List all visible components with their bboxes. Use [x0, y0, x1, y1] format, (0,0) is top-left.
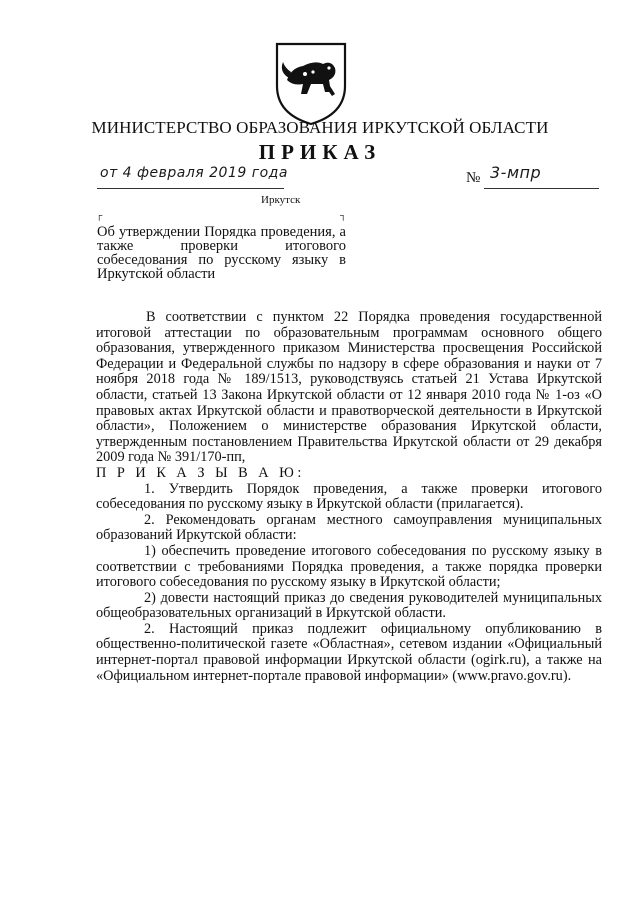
- coat-of-arms-emblem: [271, 38, 351, 126]
- ministry-name: МИНИСТЕРСТВО ОБРАЗОВАНИЯ ИРКУТСКОЙ ОБЛАСТИ: [91, 118, 549, 137]
- number-label: №: [466, 170, 481, 186]
- order-item-2-1: 1) обеспечить проведение итогового собеседования по русскому языку в соответствии с требованиями Порядка проведения, а также порядка проверки итогового собеседования по русскому языку в Иркутской области;: [96, 542, 602, 591]
- order-body: [96, 310, 602, 684]
- order-item-2-2: 2) довести настоящий приказ до сведения руководителей муниципальных общеобразовательных организаций в Иркутской области.: [96, 589, 602, 622]
- document-title: ПРИКАЗ: [258, 140, 382, 164]
- order-item-2: 2. Рекомендовать органам местного самоуправления муниципальных образований Иркутской области:: [96, 511, 602, 544]
- order-item-1: 1. Утвердить Порядок проведения, а также проверки итогового собеседования по русскому языку в Иркутской области (прилагается).: [96, 480, 602, 513]
- prikazyvayu-heading: П Р И К А З Ы В А Ю:: [96, 464, 305, 481]
- handwritten-date: от 4 февраля 2019 года: [100, 165, 288, 181]
- handwritten-number: 3-мпр: [490, 163, 542, 182]
- preamble-paragraph: В соответствии с пунктом 22 Порядка проведения государственной итоговой аттестации по образовательным программам основного общего образования, утвержденного приказом Министерства просвещения Российской Федерации и Федеральной службы по надзору в сфере образования и науки от 7 ноября 2018 года № 189/1513, руководствуясь статьей 21 Устава Иркутской области, статьей 13 Закона Иркутской области от 12 января 2010 года № 1-оз «О правовых актах Иркутской области и правотворческой деятельности в Иркутской области», Положением о министерстве образования Иркутской области, утвержденным постановлением Правительства Иркутской области от 29 декабря 2009 года № 391/170-пп,: [96, 309, 602, 466]
- subject-corner-right: ┐: [340, 210, 347, 220]
- order-subject: Об утверждении Порядка проведения, а также проверки итогового собеседования по русскому языку в Иркутской области: [97, 224, 346, 282]
- order-item-3: 2. Настоящий приказ подлежит официальному опубликованию в общественно-политической газете «Областная», сетевом издании «Официальный интернет-портал правовой информации Иркутской области (ogirk.ru), а также на «Официальном интернет-портале правовой информации» (www.pravo.gov.ru).: [96, 620, 602, 684]
- city-name: Иркутск: [261, 194, 301, 206]
- subject-corner-left: ┌: [96, 210, 103, 220]
